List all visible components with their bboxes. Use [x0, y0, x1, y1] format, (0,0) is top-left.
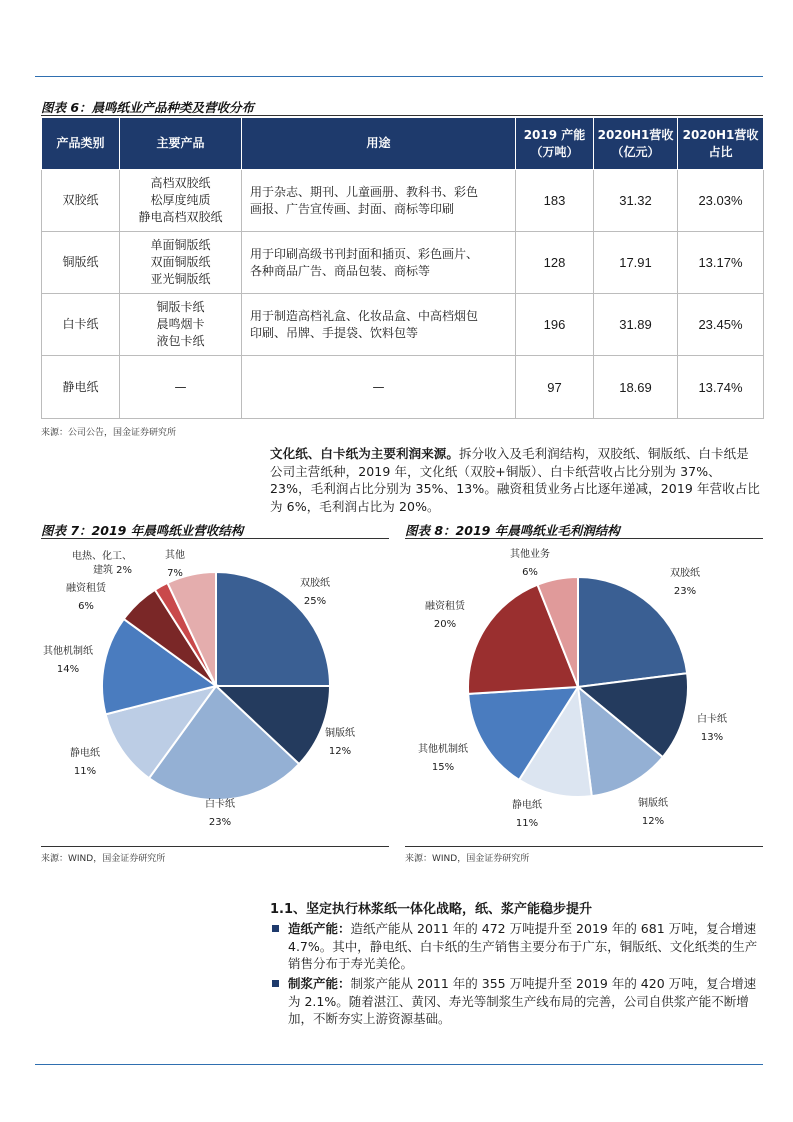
share-cell: 23.45%	[678, 294, 764, 356]
figure8-title-underline	[405, 538, 763, 539]
revenue-pie-chart	[100, 570, 332, 802]
section-heading: 1.1、坚定执行林浆纸一体化战略，纸、浆产能稳步提升	[270, 902, 593, 917]
revenue-cell: 18.69	[594, 356, 678, 419]
pie8-label-jingdian: 静电纸 11%	[512, 800, 542, 829]
table-header-cell: 产品类别	[42, 118, 120, 170]
bullet-item	[272, 920, 762, 973]
pie8-label-qitayewu: 其他业务 6%	[510, 549, 550, 578]
figure8-source: 来源：WIND，国金证券研究所	[405, 854, 530, 864]
usage-cell: 用于制造高档礼盒、化妆品盒、中高档烟包 印刷、吊牌、手提袋、饮料包等	[242, 294, 516, 356]
table-header-cell: 2020H1营收占比	[678, 118, 764, 170]
products-cell: —	[120, 356, 242, 419]
products-cell: 单面铜版纸 双面铜版纸 亚光铜版纸	[120, 232, 242, 294]
pie8-label-rongzi: 融资租赁 20%	[425, 601, 465, 630]
category-cell: 白卡纸	[42, 294, 120, 356]
pie7-label-dianre: 电热、化工、 建筑 2%	[72, 551, 132, 576]
category-cell: 双胶纸	[42, 170, 120, 232]
table-row	[42, 356, 764, 419]
table-header-row	[42, 118, 764, 170]
usage-cell: —	[242, 356, 516, 419]
share-cell: 13.74%	[678, 356, 764, 419]
category-cell: 静电纸	[42, 356, 120, 419]
share-cell: 23.03%	[678, 170, 764, 232]
pie7-label-rongzi: 融资租赁 6%	[66, 583, 106, 612]
share-cell: 13.17%	[678, 232, 764, 294]
bullet-lead: 造纸产能：	[288, 921, 351, 936]
capacity-cell: 128	[516, 232, 594, 294]
revenue-cell: 31.89	[594, 294, 678, 356]
category-cell: 铜版纸	[42, 232, 120, 294]
bullet-body: 造纸产能从 2011 年的 472 万吨提升至 2019 年的 681 万吨，复合增速 4.7%。其中，静电纸、白卡纸的生产销售主要分布于广东，铜版纸、文化纸类的生产销售分布于寿光美伦。	[288, 921, 758, 971]
figure6-title: 图表 6：晨鸣纸业产品种类及营收分布	[41, 100, 255, 115]
paragraph-body: 拆分收入及毛利润结构，双胶纸、铜版纸、白卡纸是公司主营纸种，2019 年，文化纸（双胶+铜版）、白卡纸营收占比分别为 37%、23%，毛利润占比分别为 35%、13%。融资租赁业务占比逐年递减，2019 年营收占比为 6%，毛利润占比为 20%。	[270, 446, 761, 514]
bullet-square-icon	[272, 980, 279, 987]
paragraph-lead: 文化纸、白卡纸为主要利润来源。	[270, 446, 460, 461]
table-header-cell: 用途	[242, 118, 516, 170]
bullet-square-icon	[272, 925, 279, 932]
bullet-lead: 制浆产能：	[288, 976, 351, 991]
capacity-cell: 97	[516, 356, 594, 419]
table-row	[42, 294, 764, 356]
table-header-cell: 2020H1营收（亿元）	[594, 118, 678, 170]
bullet-item	[272, 975, 762, 1028]
products-cell: 高档双胶纸 松厚度纯质 静电高档双胶纸	[120, 170, 242, 232]
body-paragraph	[270, 445, 760, 515]
pie8-label-tongban: 铜版纸 12%	[638, 798, 668, 827]
header-rule	[35, 76, 763, 77]
pie7-label-qita: 其他 7%	[165, 550, 185, 579]
revenue-cell: 17.91	[594, 232, 678, 294]
table-row	[42, 170, 764, 232]
pie8-label-qitajizhi: 其他机制纸 15%	[418, 744, 468, 773]
pie7-label-qitajizhi: 其他机制纸 14%	[43, 646, 93, 675]
figure6-title-underline	[41, 115, 763, 116]
table-header-cell: 2019 产能（万吨）	[516, 118, 594, 170]
footer-rule	[35, 1064, 763, 1065]
pie7-label-shuangjiao: 双胶纸 25%	[300, 578, 330, 607]
pie8-label-baika: 白卡纸 13%	[697, 714, 727, 743]
product-table	[41, 117, 764, 419]
bullet-body: 制浆产能从 2011 年的 355 万吨提升至 2019 年的 420 万吨，复合增速为 2.1%。随着湛江、黄冈、寿光等制浆生产线布局的完善，公司自供浆产能不断增加，不断夯实上游资源基础。	[288, 976, 757, 1026]
table-header-cell: 主要产品	[120, 118, 242, 170]
usage-cell: 用于印刷高级书刊封面和插页、彩色画片、 各种商品广告、商品包装、商标等	[242, 232, 516, 294]
figure6-source: 来源：公司公告，国金证券研究所	[41, 428, 177, 438]
figure7-bottom-line	[41, 846, 389, 847]
usage-cell: 用于杂志、期刊、儿童画册、教科书、彩色 画报、广告宣传画、封面、商标等印刷	[242, 170, 516, 232]
table-row	[42, 232, 764, 294]
figure7-source: 来源：WIND，国金证券研究所	[41, 854, 166, 864]
pie7-label-tongban: 铜版纸 12%	[325, 728, 355, 757]
capacity-cell: 183	[516, 170, 594, 232]
products-cell: 铜版卡纸 晨鸣烟卡 液包卡纸	[120, 294, 242, 356]
figure7-title-underline	[41, 538, 389, 539]
capacity-cell: 196	[516, 294, 594, 356]
profit-pie-chart	[466, 575, 690, 799]
pie7-label-jingdian: 静电纸 11%	[70, 748, 100, 777]
pie7-label-baika: 白卡纸 23%	[205, 799, 235, 828]
figure8-bottom-line	[405, 846, 763, 847]
pie8-label-shuangjiao: 双胶纸 23%	[670, 568, 700, 597]
figure7-title: 图表 7：2019 年晨鸣纸业营收结构	[41, 523, 244, 538]
revenue-cell: 31.32	[594, 170, 678, 232]
figure8-title: 图表 8：2019 年晨鸣纸业毛利润结构	[405, 523, 620, 538]
